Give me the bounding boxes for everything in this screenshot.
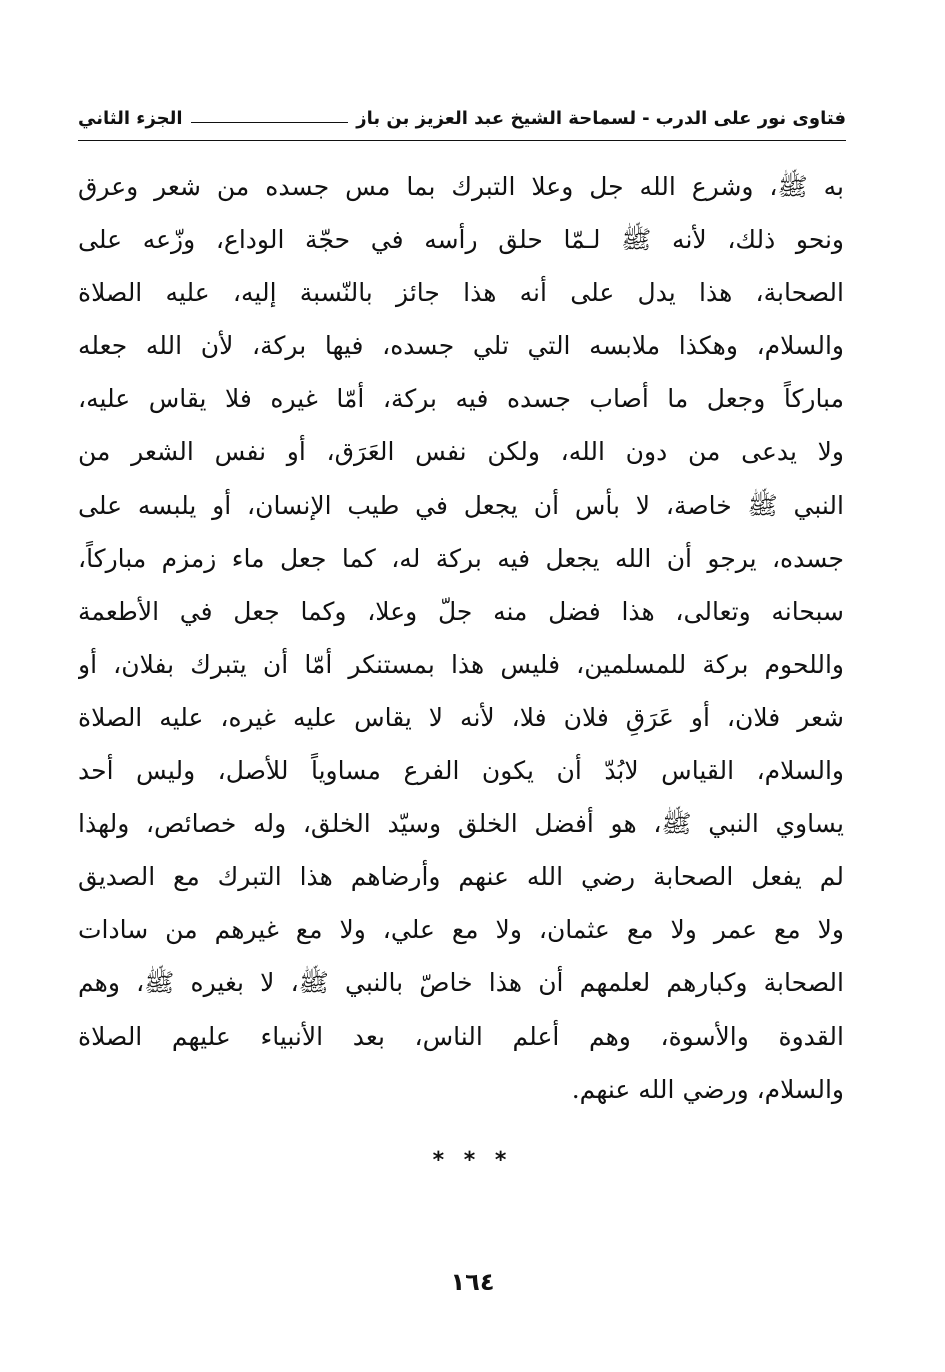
text-line: ولا مع عمر ولا مع عثمان، ولا مع علي، ولا مع غيرهم من سادات (78, 915, 844, 945)
text-line: واللحوم بركة للمسلمين، فليس هذا بمستنكر أمّا أن يتبرك بفلان، أو (78, 649, 844, 679)
text-line: جسده، يرجو أن الله يجعل فيه بركة له، كما جعل ماء زمزم مباركاً، (78, 543, 844, 573)
text-line: مباركاً وجعل ما أصاب جسده فيه بركة، أمّا غيره فلا يقاس عليه، (78, 384, 844, 414)
text-line: لم يفعل الصحابة رضي الله عنهم وأرضاهم هذا التبرك مع الصديق (78, 862, 844, 892)
text-line: الصحابة، هذا يدل على أنه هذا جائز بالنّسبة إليه، عليه الصلاة (78, 278, 844, 308)
book-author: لسماحة الشيخ عبد العزيز بن باز (356, 107, 637, 129)
text-line: ونحو ذلك، لأنه ﷺ لـمّا حلق رأسه في حجّة الوداع، وزّعه على (78, 225, 844, 255)
text-line: القدوة والأسوة، وهم أعلم الناس، بعد الأنبياء عليهم الصلاة (78, 1021, 844, 1051)
text-line: والسلام، القياس لابُدّ أن يكون الفرع مساوياً للأصل، وليس أحد (78, 756, 844, 786)
header-rule (78, 140, 846, 141)
text-line: الصحابة وكبارهم لعلمهم أن هذا خاصّ بالنبي ﷺ، لا بغيره ﷺ، وهم (78, 968, 844, 998)
text-line: سبحانه وتعالى، هذا فضل منه جلّ وعلا، وكما جعل في الأطعمة (78, 596, 844, 626)
running-header (78, 100, 846, 136)
text-line: شعر فلان، أو عَرَقِ فلان فلا، لأنه لا يقاس عليه غيره، عليه الصلاة (78, 702, 844, 732)
text-line: به ﷺ، وشرع الله جل وعلا التبرك بما مس جسده من شعر وعرق (78, 172, 844, 201)
body-text (78, 160, 844, 1116)
text-line: والسلام، ورضي الله عنهم. (571, 1074, 844, 1104)
section-separator: * * * (432, 1148, 513, 1173)
text-line: ولا يدعى من دون الله، ولكن نفس العَرَق، أو نفس الشعر من (78, 437, 844, 467)
book-title: فتاوى نور على الدرب (655, 107, 846, 129)
volume-label: الجزء الثاني (78, 107, 183, 129)
text-line: النبي ﷺ خاصة، لا بأس أن يجعل في طيب الإنسان، أو يلبسه على (78, 490, 844, 520)
header-dash: - (642, 107, 650, 129)
text-line: يساوي النبي ﷺ، هو أفضل الخلق وسيّد الخلق، وله خصائص، ولهذا (78, 809, 844, 839)
page-number: ١٦٤ (450, 1268, 495, 1296)
text-line: والسلام، وهكذا ملابسه التي تلي جسده، فيها بركة، لأن الله جعله (78, 331, 844, 361)
header-leader-line (191, 122, 349, 123)
